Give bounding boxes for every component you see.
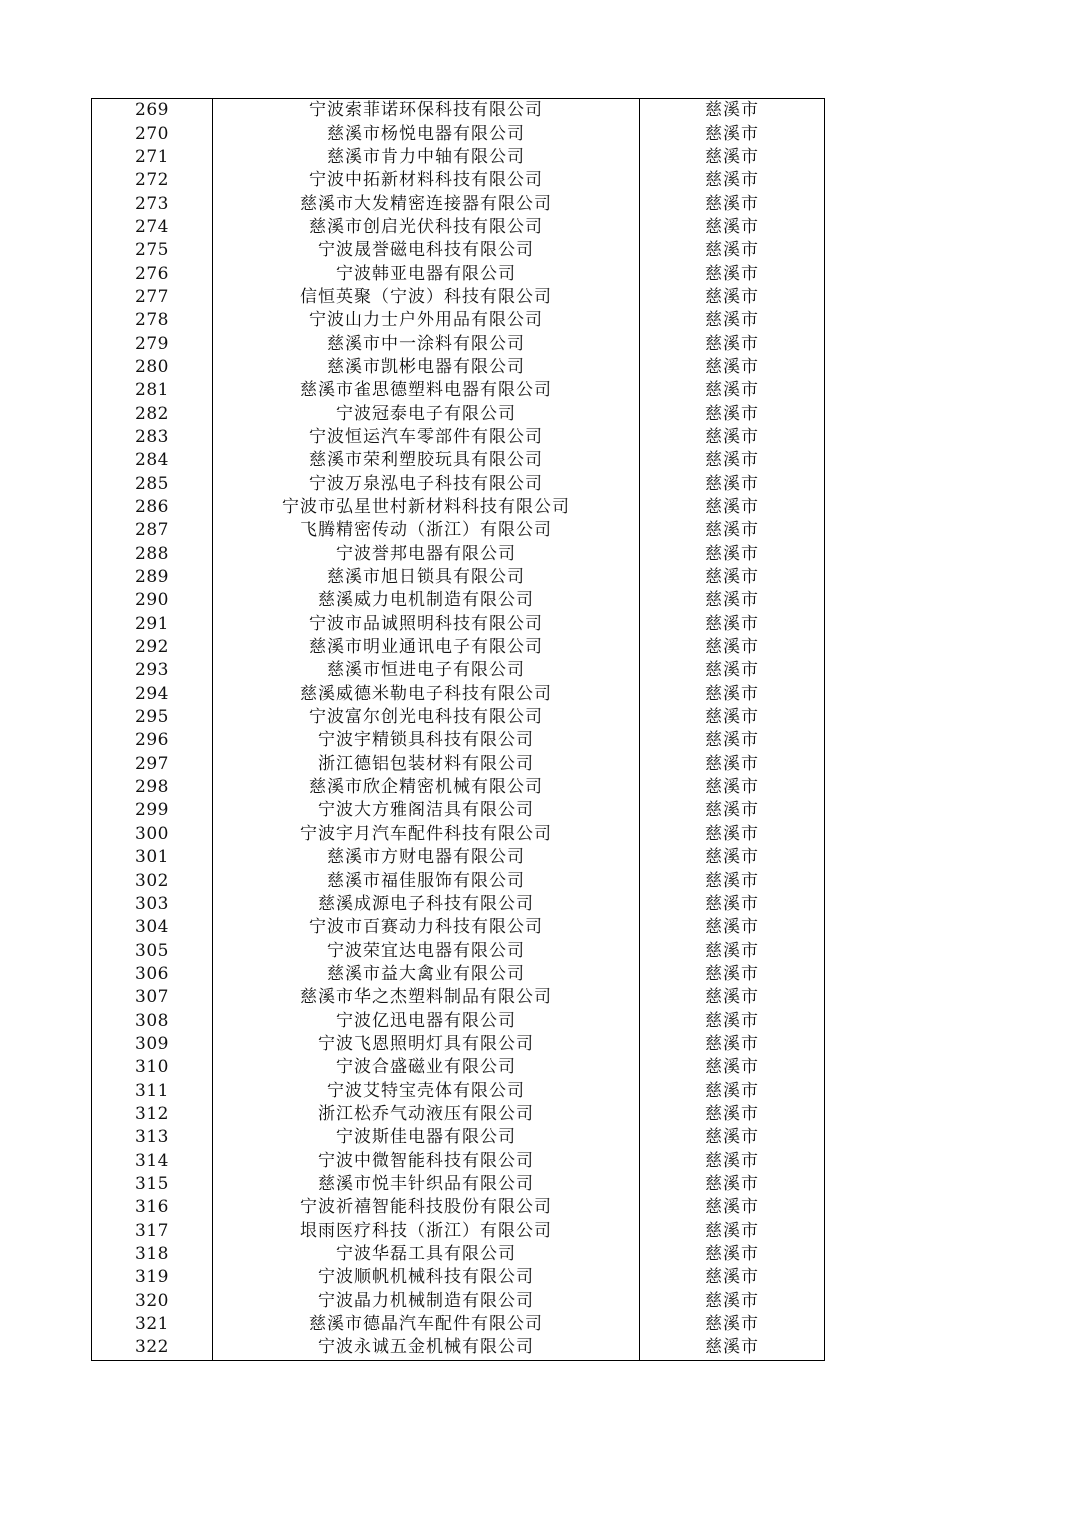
row-number-cell: 320 — [92, 1290, 213, 1313]
table-row — [92, 122, 825, 145]
company-name-cell: 宁波合盛磁业有限公司 — [213, 1056, 640, 1079]
city-cell: 慈溪市 — [640, 893, 825, 916]
row-number-cell: 286 — [92, 496, 213, 519]
table-row — [92, 589, 825, 612]
city-cell: 慈溪市 — [640, 916, 825, 939]
city-cell: 慈溪市 — [640, 332, 825, 355]
city-cell: 慈溪市 — [640, 356, 825, 379]
company-name-cell: 慈溪市悦丰针织品有限公司 — [213, 1173, 640, 1196]
city-cell: 慈溪市 — [640, 519, 825, 542]
row-number-cell: 273 — [92, 192, 213, 215]
row-number-cell: 274 — [92, 216, 213, 239]
city-cell: 慈溪市 — [640, 869, 825, 892]
company-name-cell: 慈溪市欣企精密机械有限公司 — [213, 776, 640, 799]
table-row — [92, 1243, 825, 1266]
city-cell: 慈溪市 — [640, 1266, 825, 1289]
company-name-cell: 飞腾精密传动（浙江）有限公司 — [213, 519, 640, 542]
table-row — [92, 1079, 825, 1102]
company-name-cell: 宁波山力士户外用品有限公司 — [213, 309, 640, 332]
city-cell: 慈溪市 — [640, 1033, 825, 1056]
city-cell: 慈溪市 — [640, 566, 825, 589]
table-row — [92, 379, 825, 402]
company-name-cell: 慈溪威德米勒电子科技有限公司 — [213, 683, 640, 706]
row-number-cell: 272 — [92, 169, 213, 192]
company-name-cell: 慈溪市德晶汽车配件有限公司 — [213, 1313, 640, 1336]
company-name-cell: 宁波万泉泓电子科技有限公司 — [213, 473, 640, 496]
row-number-cell: 298 — [92, 776, 213, 799]
row-number-cell: 285 — [92, 473, 213, 496]
company-name-cell: 宁波荣宜达电器有限公司 — [213, 939, 640, 962]
city-cell: 慈溪市 — [640, 1149, 825, 1172]
table-row — [92, 799, 825, 822]
city-cell: 慈溪市 — [640, 659, 825, 682]
company-name-cell: 宁波市品诚照明科技有限公司 — [213, 613, 640, 636]
city-cell: 慈溪市 — [640, 192, 825, 215]
company-name-cell: 慈溪市恒进电子有限公司 — [213, 659, 640, 682]
city-cell: 慈溪市 — [640, 1126, 825, 1149]
city-cell: 慈溪市 — [640, 286, 825, 309]
table-row — [92, 916, 825, 939]
row-number-cell: 307 — [92, 986, 213, 1009]
table-row — [92, 519, 825, 542]
row-number-cell: 269 — [92, 99, 213, 123]
row-number-cell: 309 — [92, 1033, 213, 1056]
city-cell: 慈溪市 — [640, 1243, 825, 1266]
company-name-cell: 宁波中拓新材料科技有限公司 — [213, 169, 640, 192]
row-number-cell: 289 — [92, 566, 213, 589]
city-cell: 慈溪市 — [640, 1313, 825, 1336]
table-row — [92, 309, 825, 332]
city-cell: 慈溪市 — [640, 986, 825, 1009]
city-cell: 慈溪市 — [640, 169, 825, 192]
city-cell: 慈溪市 — [640, 309, 825, 332]
row-number-cell: 275 — [92, 239, 213, 262]
table-row — [92, 659, 825, 682]
row-number-cell: 295 — [92, 706, 213, 729]
city-cell: 慈溪市 — [640, 706, 825, 729]
company-name-cell: 宁波宇精锁具科技有限公司 — [213, 729, 640, 752]
city-cell: 慈溪市 — [640, 496, 825, 519]
row-number-cell: 306 — [92, 963, 213, 986]
company-name-cell: 慈溪市创启光伏科技有限公司 — [213, 216, 640, 239]
row-number-cell: 270 — [92, 122, 213, 145]
company-name-cell: 慈溪市旭日锁具有限公司 — [213, 566, 640, 589]
table-row — [92, 566, 825, 589]
city-cell: 慈溪市 — [640, 636, 825, 659]
city-cell: 慈溪市 — [640, 99, 825, 123]
row-number-cell: 280 — [92, 356, 213, 379]
table-row — [92, 636, 825, 659]
row-number-cell: 302 — [92, 869, 213, 892]
table-row — [92, 1313, 825, 1336]
table-row — [92, 1103, 825, 1126]
table-row — [92, 1290, 825, 1313]
row-number-cell: 278 — [92, 309, 213, 332]
row-number-cell: 312 — [92, 1103, 213, 1126]
company-name-cell: 宁波祈禧智能科技股份有限公司 — [213, 1196, 640, 1219]
company-name-cell: 宁波冠泰电子有限公司 — [213, 402, 640, 425]
city-cell: 慈溪市 — [640, 122, 825, 145]
table-row — [92, 1336, 825, 1360]
table-row — [92, 543, 825, 566]
company-name-cell: 宁波宇月汽车配件科技有限公司 — [213, 823, 640, 846]
company-name-cell: 慈溪市福佳服饰有限公司 — [213, 869, 640, 892]
city-cell: 慈溪市 — [640, 799, 825, 822]
company-table — [91, 98, 825, 1361]
row-number-cell: 322 — [92, 1336, 213, 1360]
city-cell: 慈溪市 — [640, 1173, 825, 1196]
table-row — [92, 963, 825, 986]
table-row — [92, 1033, 825, 1056]
company-name-cell: 宁波富尔创光电科技有限公司 — [213, 706, 640, 729]
row-number-cell: 299 — [92, 799, 213, 822]
city-cell: 慈溪市 — [640, 1196, 825, 1219]
company-name-cell: 慈溪市杨悦电器有限公司 — [213, 122, 640, 145]
company-name-cell: 宁波韩亚电器有限公司 — [213, 262, 640, 285]
row-number-cell: 279 — [92, 332, 213, 355]
table-row — [92, 449, 825, 472]
company-name-cell: 宁波斯佳电器有限公司 — [213, 1126, 640, 1149]
company-name-cell: 慈溪市肯力中轴有限公司 — [213, 146, 640, 169]
city-cell: 慈溪市 — [640, 449, 825, 472]
table-row — [92, 239, 825, 262]
table-row — [92, 473, 825, 496]
table-row — [92, 1009, 825, 1032]
row-number-cell: 310 — [92, 1056, 213, 1079]
table-row — [92, 496, 825, 519]
company-name-cell: 垠雨医疗科技（浙江）有限公司 — [213, 1220, 640, 1243]
row-number-cell: 317 — [92, 1220, 213, 1243]
table-row — [92, 169, 825, 192]
company-name-cell: 宁波誉邦电器有限公司 — [213, 543, 640, 566]
company-name-cell: 慈溪成源电子科技有限公司 — [213, 893, 640, 916]
company-name-cell: 慈溪市大发精密连接器有限公司 — [213, 192, 640, 215]
company-name-cell: 浙江德铝包装材料有限公司 — [213, 753, 640, 776]
company-name-cell: 宁波飞恩照明灯具有限公司 — [213, 1033, 640, 1056]
table-row — [92, 1266, 825, 1289]
table-row — [92, 613, 825, 636]
row-number-cell: 282 — [92, 402, 213, 425]
company-name-cell: 慈溪市益大禽业有限公司 — [213, 963, 640, 986]
row-number-cell: 308 — [92, 1009, 213, 1032]
city-cell: 慈溪市 — [640, 1220, 825, 1243]
table-row — [92, 706, 825, 729]
table-row — [92, 729, 825, 752]
city-cell: 慈溪市 — [640, 1009, 825, 1032]
company-name-cell: 慈溪威力电机制造有限公司 — [213, 589, 640, 612]
table-row — [92, 262, 825, 285]
row-number-cell: 290 — [92, 589, 213, 612]
row-number-cell: 276 — [92, 262, 213, 285]
company-name-cell: 宁波中微智能科技有限公司 — [213, 1149, 640, 1172]
company-name-cell: 宁波索菲诺环保科技有限公司 — [213, 99, 640, 123]
row-number-cell: 305 — [92, 939, 213, 962]
row-number-cell: 313 — [92, 1126, 213, 1149]
city-cell: 慈溪市 — [640, 1079, 825, 1102]
city-cell: 慈溪市 — [640, 543, 825, 566]
city-cell: 慈溪市 — [640, 402, 825, 425]
table-row — [92, 939, 825, 962]
city-cell: 慈溪市 — [640, 753, 825, 776]
city-cell: 慈溪市 — [640, 939, 825, 962]
table-row — [92, 893, 825, 916]
table-row — [92, 1196, 825, 1219]
row-number-cell: 311 — [92, 1079, 213, 1102]
city-cell: 慈溪市 — [640, 1056, 825, 1079]
company-name-cell: 信恒英聚（宁波）科技有限公司 — [213, 286, 640, 309]
table-row — [92, 1173, 825, 1196]
city-cell: 慈溪市 — [640, 1290, 825, 1313]
row-number-cell: 277 — [92, 286, 213, 309]
row-number-cell: 300 — [92, 823, 213, 846]
table-row — [92, 753, 825, 776]
table-row — [92, 356, 825, 379]
table-row — [92, 823, 825, 846]
company-name-cell: 浙江松乔气动液压有限公司 — [213, 1103, 640, 1126]
company-name-cell: 慈溪市凯彬电器有限公司 — [213, 356, 640, 379]
company-name-cell: 宁波亿迅电器有限公司 — [213, 1009, 640, 1032]
company-name-cell: 慈溪市华之杰塑料制品有限公司 — [213, 986, 640, 1009]
city-cell: 慈溪市 — [640, 963, 825, 986]
city-cell: 慈溪市 — [640, 1336, 825, 1360]
city-cell: 慈溪市 — [640, 823, 825, 846]
company-name-cell: 宁波顺帆机械科技有限公司 — [213, 1266, 640, 1289]
table-row — [92, 869, 825, 892]
city-cell: 慈溪市 — [640, 262, 825, 285]
company-name-cell: 宁波永诚五金机械有限公司 — [213, 1336, 640, 1360]
city-cell: 慈溪市 — [640, 239, 825, 262]
city-cell: 慈溪市 — [640, 683, 825, 706]
company-name-cell: 宁波市弘星世村新材料科技有限公司 — [213, 496, 640, 519]
row-number-cell: 319 — [92, 1266, 213, 1289]
company-name-cell: 宁波大方雅阁洁具有限公司 — [213, 799, 640, 822]
row-number-cell: 284 — [92, 449, 213, 472]
row-number-cell: 304 — [92, 916, 213, 939]
row-number-cell: 294 — [92, 683, 213, 706]
table-row — [92, 1149, 825, 1172]
row-number-cell: 291 — [92, 613, 213, 636]
table-row — [92, 986, 825, 1009]
table-row — [92, 99, 825, 123]
city-cell: 慈溪市 — [640, 846, 825, 869]
city-cell: 慈溪市 — [640, 729, 825, 752]
row-number-cell: 318 — [92, 1243, 213, 1266]
table-row — [92, 846, 825, 869]
table-row — [92, 402, 825, 425]
city-cell: 慈溪市 — [640, 146, 825, 169]
company-name-cell: 宁波华磊工具有限公司 — [213, 1243, 640, 1266]
company-name-cell: 宁波晶力机械制造有限公司 — [213, 1290, 640, 1313]
city-cell: 慈溪市 — [640, 613, 825, 636]
company-name-cell: 慈溪市荣利塑胶玩具有限公司 — [213, 449, 640, 472]
table-body — [92, 99, 825, 1361]
city-cell: 慈溪市 — [640, 216, 825, 239]
row-number-cell: 271 — [92, 146, 213, 169]
row-number-cell: 287 — [92, 519, 213, 542]
city-cell: 慈溪市 — [640, 589, 825, 612]
company-name-cell: 慈溪市中一涂料有限公司 — [213, 332, 640, 355]
table-row — [92, 1220, 825, 1243]
city-cell: 慈溪市 — [640, 776, 825, 799]
city-cell: 慈溪市 — [640, 473, 825, 496]
company-name-cell: 宁波恒运汽车零部件有限公司 — [213, 426, 640, 449]
company-name-cell: 宁波市百赛动力科技有限公司 — [213, 916, 640, 939]
row-number-cell: 297 — [92, 753, 213, 776]
row-number-cell: 321 — [92, 1313, 213, 1336]
row-number-cell: 288 — [92, 543, 213, 566]
city-cell: 慈溪市 — [640, 379, 825, 402]
company-name-cell: 慈溪市方财电器有限公司 — [213, 846, 640, 869]
company-name-cell: 宁波晟誉磁电科技有限公司 — [213, 239, 640, 262]
row-number-cell: 301 — [92, 846, 213, 869]
row-number-cell: 283 — [92, 426, 213, 449]
table-row — [92, 1056, 825, 1079]
table-row — [92, 776, 825, 799]
row-number-cell: 292 — [92, 636, 213, 659]
company-name-cell: 慈溪市明业通讯电子有限公司 — [213, 636, 640, 659]
row-number-cell: 316 — [92, 1196, 213, 1219]
table-row — [92, 192, 825, 215]
table-row — [92, 426, 825, 449]
company-name-cell: 慈溪市雀思德塑料电器有限公司 — [213, 379, 640, 402]
row-number-cell: 315 — [92, 1173, 213, 1196]
row-number-cell: 303 — [92, 893, 213, 916]
table-row — [92, 216, 825, 239]
table-row — [92, 146, 825, 169]
city-cell: 慈溪市 — [640, 1103, 825, 1126]
row-number-cell: 296 — [92, 729, 213, 752]
table-row — [92, 683, 825, 706]
row-number-cell: 293 — [92, 659, 213, 682]
city-cell: 慈溪市 — [640, 426, 825, 449]
table-row — [92, 332, 825, 355]
table-row — [92, 286, 825, 309]
table-row — [92, 1126, 825, 1149]
row-number-cell: 314 — [92, 1149, 213, 1172]
row-number-cell: 281 — [92, 379, 213, 402]
company-name-cell: 宁波艾特宝壳体有限公司 — [213, 1079, 640, 1102]
